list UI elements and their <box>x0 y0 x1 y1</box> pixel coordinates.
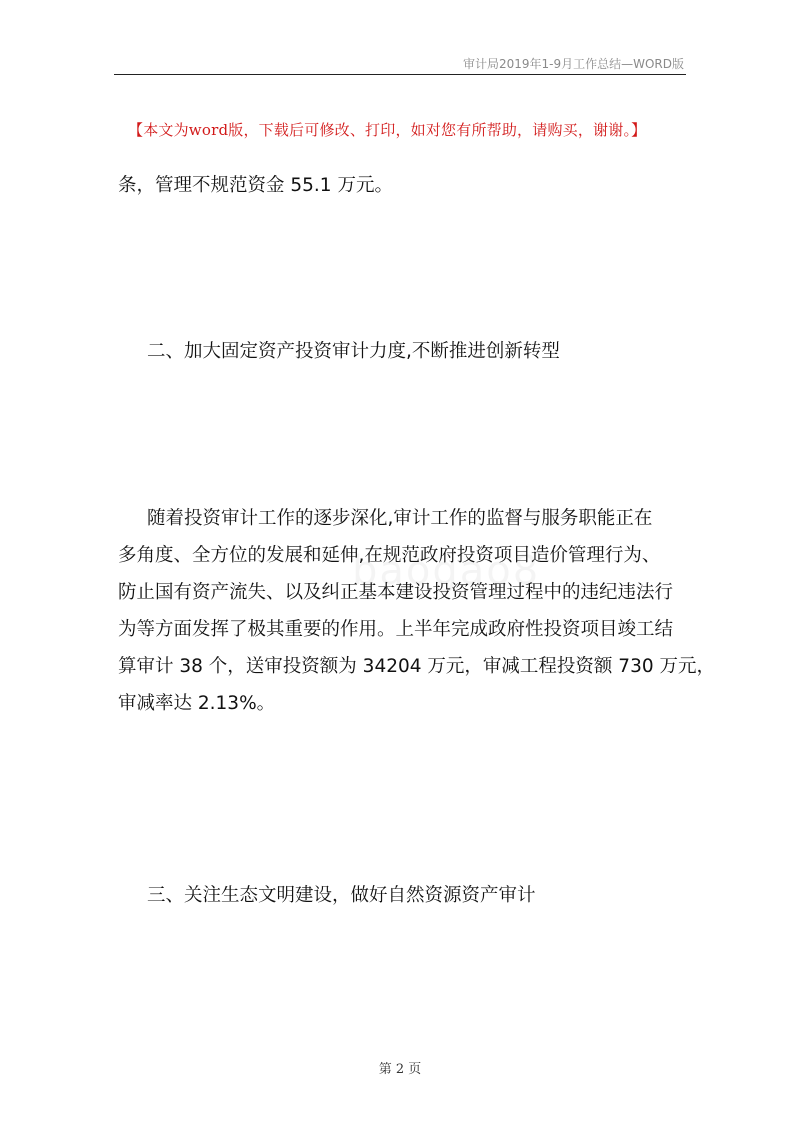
section-heading-three <box>118 877 688 914</box>
paragraph-line: 为等方面发挥了极其重要的作用。上半年完成政府性投资项目竣工结 <box>118 619 674 640</box>
paragraph-line: 多角度、全方位的发展和延伸,在规范政府投资项目造价管理行为、 <box>118 545 661 566</box>
section-heading-two <box>118 333 688 370</box>
paragraph-line: 条，管理不规范资金 55.1 万元。 <box>118 175 393 196</box>
paragraph-line: 审减率达 2.13%。 <box>118 693 276 714</box>
heading-text: 三、关注生态文明建设，做好自然资源资产审计 <box>147 885 536 906</box>
paragraph-line: 防止国有资产流失、以及纠正基本建设投资管理过程中的违纪违法行 <box>118 582 674 603</box>
page-number: 第 2 页 <box>378 1062 422 1077</box>
header-divider <box>114 74 686 75</box>
paragraph-line: 算审计 38 个，送审投资额为 34204 万元，审减工程投资额 730 万元， <box>118 656 715 677</box>
header-title: 审计局2019年1-9月工作总结—WORD版 <box>462 57 684 71</box>
continued-paragraph <box>118 167 688 204</box>
heading-text: 二、加大固定资产投资审计力度,不断推进创新转型 <box>147 341 560 362</box>
paragraph-line: 随着投资审计工作的逐步深化,审计工作的监督与服务职能正在 <box>147 508 653 529</box>
download-notice-banner: 【本文为word版，下载后可修改、打印，如对您有所帮助，请购买，谢谢。】 <box>128 121 647 139</box>
investment-audit-paragraph <box>118 500 715 722</box>
